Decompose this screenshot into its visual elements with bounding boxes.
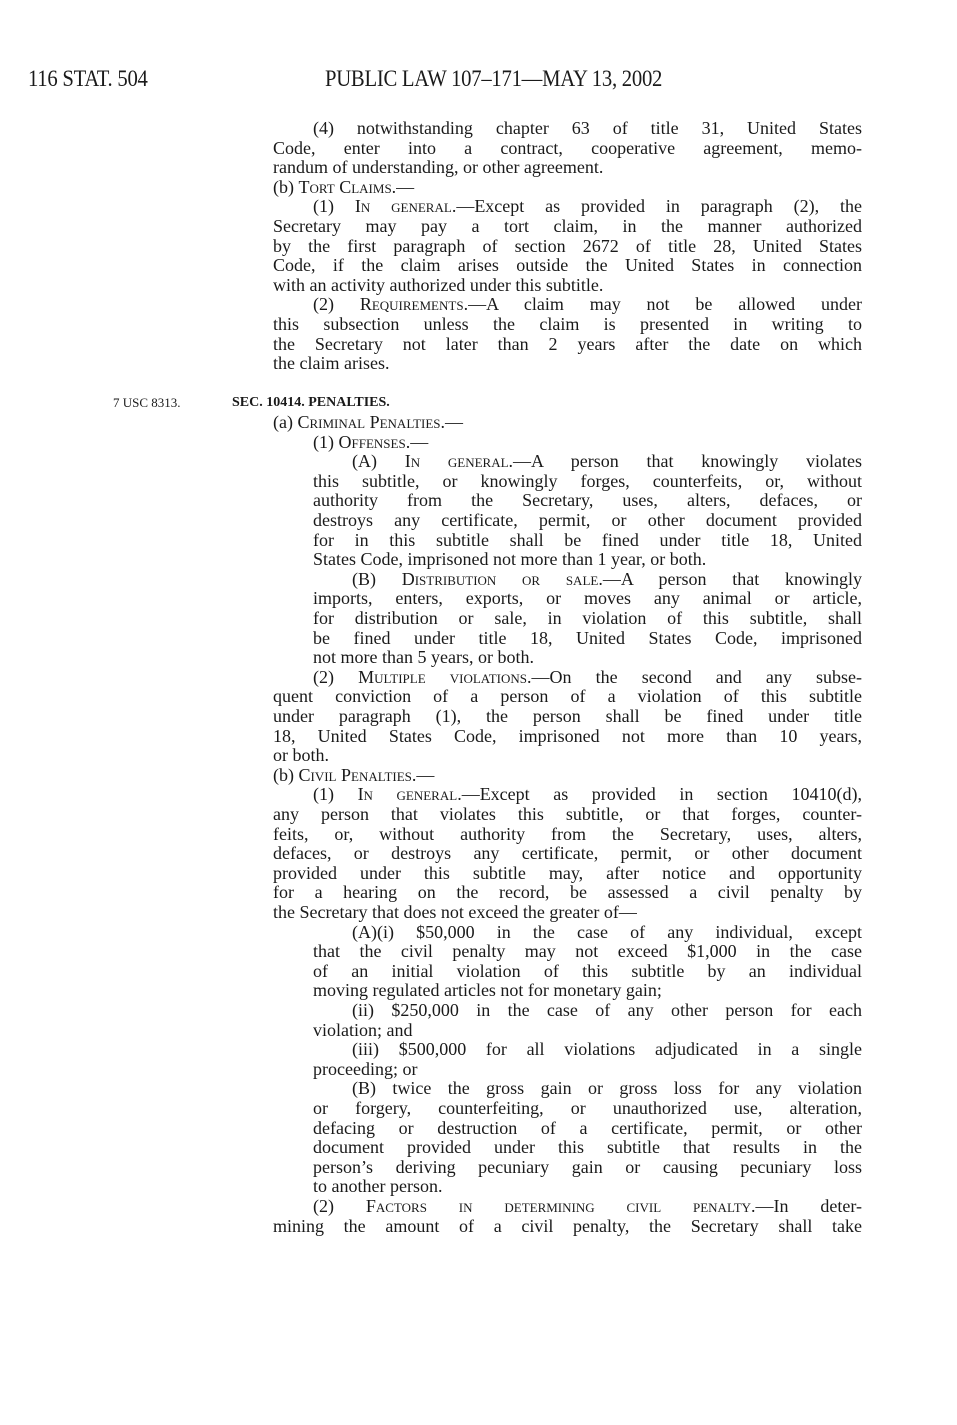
text-line [273, 138, 862, 158]
text-line [313, 1137, 862, 1157]
line-text: defaces, or destroys any certificate, permit, or other document [273, 843, 862, 864]
line-text: authority from the Secretary, uses, alters, defaces, or [313, 490, 862, 511]
text-line [313, 588, 862, 608]
text-line [313, 961, 862, 981]
text-line [313, 647, 862, 667]
line-text: (2) [313, 666, 359, 687]
line-text: violation; and [313, 1019, 413, 1040]
line-text: 18, United States Code, imprisoned not more than 10 years, [273, 725, 862, 746]
text-line [313, 118, 862, 138]
heading-small-caps: Offenses [338, 431, 406, 452]
text-line [273, 902, 862, 922]
text-line [313, 510, 862, 530]
line-text: with an activity authorized under this subtitle. [273, 274, 604, 295]
line-text: moving regulated articles not for monetary gain; [313, 980, 662, 1001]
line-text: .— [405, 431, 429, 452]
line-text: this subsection unless the claim is presented in writing to [273, 314, 862, 334]
line-text: (A) [352, 451, 405, 472]
text-line [313, 549, 862, 569]
line-text: to another person. [313, 1176, 443, 1197]
line-text: imports, enters, exports, or moves any animal or article, [313, 588, 862, 609]
heading-small-caps: Requirements [359, 294, 464, 315]
text-line [352, 451, 862, 471]
text-line [273, 882, 862, 902]
heading-small-caps: In general [404, 451, 509, 472]
text-line [313, 1059, 862, 1079]
text-line [313, 294, 862, 314]
heading-small-caps: Tort Claims [298, 176, 392, 197]
text-line [273, 236, 862, 256]
running-head: PUBLIC LAW 107–171—MAY 13, 2002 [325, 66, 663, 91]
text-line [273, 706, 862, 726]
line-text: (b) [273, 176, 299, 197]
text-line [313, 1118, 862, 1138]
line-text: .—On the second and any subse- [527, 666, 862, 687]
line-text: (1) [313, 784, 358, 805]
line-text: (ii) $250,000 in the case of any other person for each [352, 1000, 862, 1020]
heading-small-caps: Criminal Penalties [297, 412, 441, 432]
line-text: (A)(i) $50,000 in the case of any individual, except [352, 921, 862, 942]
text-line [273, 843, 862, 863]
margin-note: 7 USC 8313. [113, 395, 181, 410]
line-text: .—Except as provided in section 10410(d), [457, 784, 862, 805]
section-heading: SEC. 10414. PENALTIES. [232, 395, 390, 410]
line-text: person’s deriving pecuniary gain or causing pecuniary loss [313, 1156, 862, 1177]
line-text: (iii) $500,000 for all violations adjudicated in a single [352, 1039, 862, 1060]
line-text: randum of understanding, or other agreement. [273, 157, 604, 178]
line-text: or forgery, counterfeiting, or unauthorized use, alteration, [313, 1098, 862, 1118]
line-text: (a) [273, 412, 298, 432]
line-text: .—Except as provided in paragraph (2), the [451, 196, 862, 217]
text-line [273, 353, 862, 373]
heading-small-caps: In general [357, 784, 458, 805]
text-line [313, 432, 862, 452]
line-text: Code, enter into a contract, cooperative agreement, memo- [273, 137, 862, 158]
text-line [313, 1176, 862, 1196]
line-text: (B) twice the gross gain or gross loss for any violation [352, 1078, 862, 1099]
line-text: the Secretary not later than 2 years after the date on which [273, 333, 862, 354]
text-line [313, 608, 862, 628]
text-line [273, 157, 862, 177]
text-line [273, 745, 862, 765]
text-line [273, 824, 862, 844]
line-text: the claim arises. [273, 353, 390, 374]
line-text: (B) [352, 568, 402, 589]
text-line [313, 1196, 862, 1216]
text-line [273, 177, 862, 197]
line-text: the Secretary that does not exceed the greater of— [273, 902, 637, 922]
text-line [273, 412, 862, 432]
text-line [352, 922, 862, 942]
line-text: be fined under title 18, United States Code, imprisoned [313, 627, 862, 648]
line-text: mining the amount of a civil penalty, the Secretary shall take [273, 1215, 862, 1236]
line-text: .—A person that knowingly [598, 568, 862, 589]
text-line [352, 1039, 862, 1059]
line-text: of an initial violation of this subtitle by an individual [313, 960, 862, 981]
text-line [313, 490, 862, 510]
line-text: destroys any certificate, permit, or other document provided [313, 510, 862, 530]
text-line [313, 530, 862, 550]
text-line [273, 765, 862, 785]
line-text: (2) [313, 1196, 366, 1216]
line-text: for in this subtitle shall be fined under title 18, United [313, 529, 862, 550]
text-line [352, 1078, 862, 1098]
text-line [313, 667, 862, 687]
heading-small-caps: Distribution or sale [401, 568, 599, 589]
text-line [352, 569, 862, 589]
line-text: for a hearing on the record, be assessed a civil penalty by [273, 882, 862, 903]
line-text: or both. [273, 745, 329, 766]
text-line [313, 1020, 862, 1040]
line-text: that the civil penalty may not exceed $1,000 in the case [313, 941, 862, 962]
text-line [313, 941, 862, 961]
text-line [313, 784, 862, 804]
line-text: .— [440, 412, 464, 432]
line-text: (2) [313, 294, 360, 315]
line-text: (1) [313, 196, 355, 217]
line-text: feits, or, without authority from the Secretary, uses, alters, [273, 823, 862, 844]
line-text: (4) notwithstanding chapter 63 of title 31, United States [313, 118, 862, 138]
text-line [273, 1216, 862, 1236]
line-text: defacing or destruction of a certificate, permit, or other [313, 1117, 862, 1138]
text-line [313, 980, 862, 1000]
line-text: .— [411, 764, 435, 785]
text-line [273, 255, 862, 275]
text-line [313, 1098, 862, 1118]
line-text: .— [391, 176, 415, 197]
text-line [273, 686, 862, 706]
text-line [273, 334, 862, 354]
page-number: 116 STAT. 504 [28, 66, 148, 91]
text-line [273, 726, 862, 746]
line-text: proceeding; or [313, 1058, 418, 1079]
text-line [352, 1000, 862, 1020]
heading-small-caps: Civil Penalties [298, 764, 412, 785]
line-text: document provided under this subtitle that results in the [313, 1137, 862, 1158]
line-text: .—In deter- [751, 1196, 862, 1216]
text-line [273, 863, 862, 883]
text-line [313, 196, 862, 216]
line-text: States Code, imprisoned not more than 1 year, or both. [313, 549, 707, 570]
text-line [273, 275, 862, 295]
line-text: this subtitle, or knowingly forges, counterfeits, or, without [313, 470, 862, 491]
text-line [313, 628, 862, 648]
text-line [273, 216, 862, 236]
line-text: quent conviction of a person of a violation of this subtitle [273, 686, 862, 707]
line-text: provided under this subtitle may, after notice and opportunity [273, 862, 862, 883]
line-text: (1) [313, 431, 339, 452]
line-text: any person that violates this subtitle, or that forges, counter- [273, 804, 862, 824]
line-text: for distribution or sale, in violation of this subtitle, shall [313, 608, 862, 628]
line-text: .—A person that knowingly violates [508, 451, 862, 472]
text-line [313, 1157, 862, 1177]
line-text: .—A claim may not be allowed under [463, 294, 862, 315]
text-line [273, 804, 862, 824]
heading-small-caps: Multiple violations [358, 666, 528, 687]
line-text: (b) [273, 764, 299, 785]
text-line [273, 314, 862, 334]
line-text: Secretary may pay a tort claim, in the manner authorized [273, 216, 862, 236]
heading-small-caps: In general [354, 196, 452, 217]
line-text: not more than 5 years, or both. [313, 647, 534, 668]
line-text: Code, if the claim arises outside the United States in connection [273, 255, 862, 276]
line-text: under paragraph (1), the person shall be fined under title [273, 706, 862, 726]
line-text: by the first paragraph of section 2672 of title 28, United States [273, 235, 862, 256]
text-line [313, 471, 862, 491]
heading-small-caps: Factors in determining civil penalty [365, 1196, 752, 1216]
